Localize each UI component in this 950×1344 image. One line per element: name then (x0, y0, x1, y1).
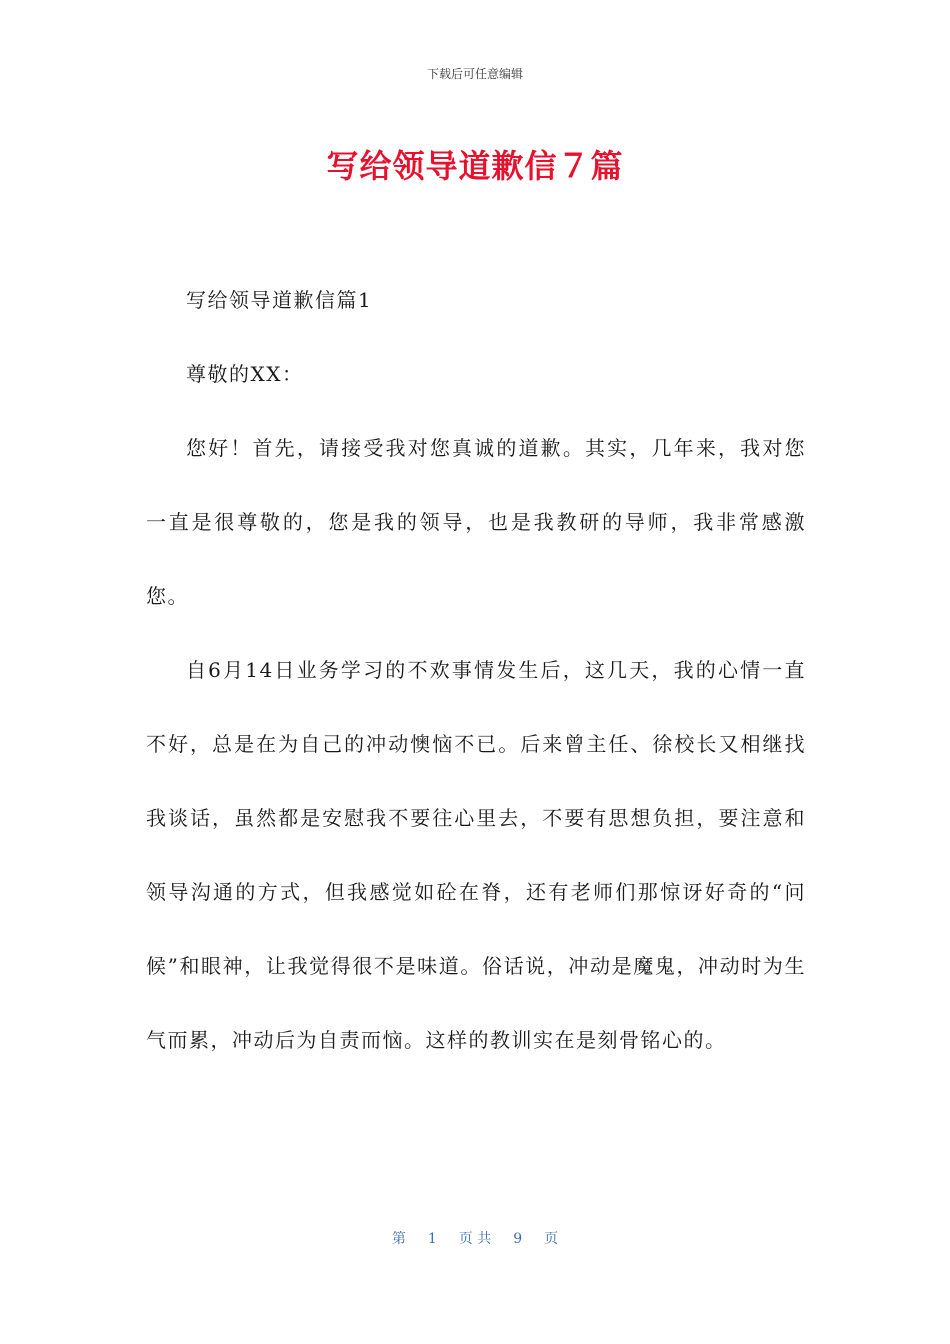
body-paragraph: 自6月14日业务学习的不欢事情发生后，这几天，我的心情一直不好，总是在为自己的冲动懊恼不已。后来曾主任、徐校长又相继找我谈话，虽然都是安慰我不要往心里去，不要有思想负担，要注意和领导沟通的方式，但我感觉如砼在脊，还有老师们那惊讶好奇的“问候”和眼神，让我觉得很不是味道。俗话说，冲动是魔鬼，冲动时为生气而累，冲动后为自责而恼。这样的教训实在是刻骨铭心的。 (146, 658, 806, 1052)
header-note: 下载后可任意编辑 (426, 67, 523, 81)
current-page-number: 1 (427, 1231, 437, 1247)
document-title: 写给领导道歉信７篇 (326, 147, 624, 185)
section-heading: 写给领导道歉信篇1 (186, 288, 373, 312)
page-middle-text: 页 共 (458, 1231, 492, 1247)
body-paragraph: 您好！首先，请接受我对您真诚的道歉。其实，几年来，我对您一直是很尊敬的，您是我的领导，也是我教研的导师，我非常感激您。 (146, 436, 806, 608)
salutation: 尊敬的XX： (186, 362, 304, 386)
page-suffix: 页 (544, 1231, 559, 1247)
page-number-footer (0, 1229, 950, 1249)
page-prefix: 第 (391, 1231, 406, 1247)
document-body (146, 263, 806, 1077)
total-pages-number: 9 (513, 1231, 523, 1247)
